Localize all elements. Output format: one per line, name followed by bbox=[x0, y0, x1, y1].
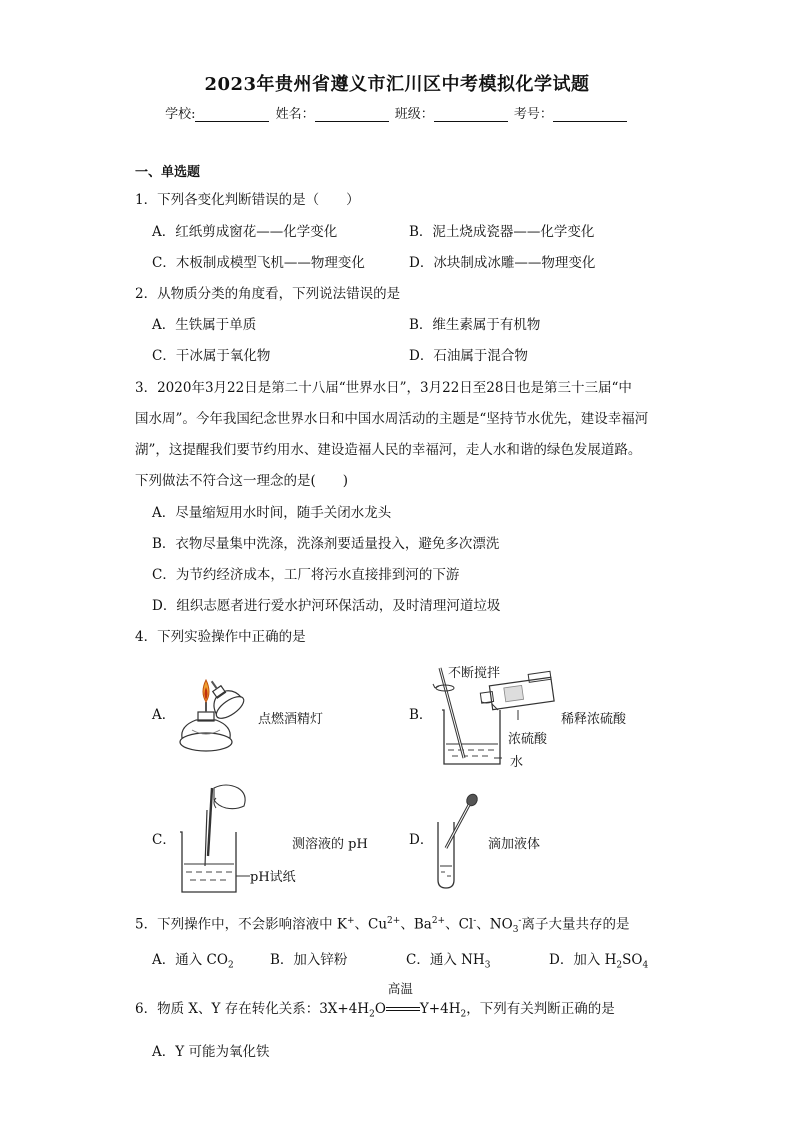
field-class-label: 班级： bbox=[394, 107, 434, 122]
q4-option-c-paper-label: pH试纸 bbox=[250, 870, 296, 885]
field-school-blank[interactable] bbox=[195, 107, 269, 122]
q5-option-c-text: C．通入 NH bbox=[406, 952, 485, 968]
q5-stem-pre: 5．下列操作中，不会影响溶液中 K bbox=[135, 916, 347, 933]
q5-option-a-text: A．通入 CO bbox=[152, 952, 228, 968]
q5-option-b: B．加入锌粉 bbox=[270, 952, 348, 968]
q4-option-c-letter: C． bbox=[152, 832, 176, 848]
q4-option-b-water-label: 水 bbox=[510, 755, 524, 770]
q4-stem: 4．下列实验操作中正确的是 bbox=[135, 629, 306, 645]
q2-option-d: D．石油属于混合物 bbox=[409, 348, 528, 364]
q5-option-d-text: D．加入 H bbox=[549, 952, 617, 968]
q4-option-a-label: 点燃酒精灯 bbox=[258, 712, 324, 727]
q2-option-c: C．干冰属于氧化物 bbox=[152, 348, 271, 364]
q3-line-2: 国水周”。今年我国纪念世界水日和中国水周活动的主题是“坚持节水优先，建设幸福河 bbox=[135, 411, 649, 427]
q4-option-d-letter: D． bbox=[409, 832, 434, 848]
field-name-blank[interactable] bbox=[315, 107, 389, 122]
field-class-blank[interactable] bbox=[434, 107, 508, 122]
q5-option-d: D．加入 $H_2SO_4$ bbox=[549, 952, 649, 971]
alcohol-lamp-lighting-illustration bbox=[172, 668, 258, 756]
q6-option-a: A．Y 可能为氧化铁 bbox=[152, 1044, 270, 1060]
dropper-test-tube-illustration bbox=[432, 792, 482, 892]
q4-option-b-stir-label: 不断搅拌 bbox=[448, 666, 501, 681]
q3-line-4: 下列做法不符合这一理念的是( ) bbox=[135, 473, 349, 489]
student-info-line bbox=[0, 103, 794, 122]
q1-option-d: D．冰块制成冰雕——物理变化 bbox=[409, 255, 596, 271]
q4-option-c-label: 测溶液的 pH bbox=[292, 837, 368, 852]
q4-option-d-label: 滴加液体 bbox=[488, 837, 541, 852]
q2-option-a: A．生铁属于单质 bbox=[152, 317, 257, 333]
q1-stem: 1．下列各变化判断错误的是（ ） bbox=[135, 192, 360, 208]
q3-line-1: 3．2020年3月22日是第二十八届“世界水日”，3月22日至28日也是第三十三届“中 bbox=[135, 380, 632, 396]
field-id-label: 考号： bbox=[513, 107, 553, 122]
q1-option-b: B．泥土烧成瓷器——化学变化 bbox=[409, 224, 595, 240]
q2-stem: 2．从物质分类的角度看，下列说法错误的是 bbox=[135, 286, 401, 302]
q6-reaction-arrow bbox=[386, 981, 420, 1013]
field-name-label: 姓名： bbox=[275, 107, 315, 122]
q4-option-b-letter: B． bbox=[409, 707, 433, 723]
q6-condition: 高温 bbox=[387, 981, 413, 996]
q1-option-c: C．木板制成模型飞机——物理变化 bbox=[152, 255, 365, 271]
q6-stem-pre: 6．物质 X、Y 存在转化关系：3X+4H bbox=[135, 1001, 370, 1017]
q6-stem: 6．物质 X、Y 存在转化关系：$3X+4H_2O$ 高温 $Y+4H_2$，下列有关判断正确的是 bbox=[135, 981, 615, 1020]
q3-option-a: A．尽量缩短用水时间，随手关闭水龙头 bbox=[152, 505, 392, 521]
q6-stem-tail: ，下列有关判断正确的是 bbox=[466, 1001, 615, 1017]
q5-option-a: A．通入 $CO_2$ bbox=[152, 952, 234, 971]
field-school-label: 学校: bbox=[165, 107, 196, 122]
q5-stem: 5．下列操作中，不会影响溶液中 K+、$Cu^{2+}$、$Ba^{2+}$、Cl-、$NO_3^-$离子大量共存的是 bbox=[135, 916, 630, 936]
q5-option-c: C．通入 $NH_3$ bbox=[406, 952, 491, 971]
q3-option-c: C．为节约经济成本，工厂将污水直接排到河的下游 bbox=[152, 567, 460, 583]
field-id-blank[interactable] bbox=[553, 107, 627, 122]
ph-test-illustration bbox=[178, 780, 258, 896]
q3-option-d: D．组织志愿者进行爱水护河环保活动，及时清理河道垃圾 bbox=[152, 598, 501, 614]
q5-stem-post: 离子大量共存的是 bbox=[521, 916, 630, 933]
q1-option-a: A．红纸剪成窗花——化学变化 bbox=[152, 224, 338, 240]
q4-option-b-dilute-label: 稀释浓硫酸 bbox=[561, 712, 627, 727]
q3-option-b: B．衣物尽量集中洗涤，洗涤剂要适量投入，避免多次漂洗 bbox=[152, 536, 500, 552]
q2-option-b: B．维生素属于有机物 bbox=[409, 317, 541, 333]
q4-option-b-acid-label: 浓硫酸 bbox=[508, 732, 548, 747]
q3-line-3: 湖”，这提醒我们要节约用水、建设造福人民的幸福河，走人水和谐的绿色发展道路。 bbox=[135, 442, 642, 458]
section-heading: 一、单选题 bbox=[135, 165, 201, 180]
q6-stem-post: Y+4H bbox=[419, 1001, 461, 1017]
q4-option-a-letter: A． bbox=[152, 707, 176, 723]
page-title: 2023年贵州省遵义市汇川区中考模拟化学试题 bbox=[204, 74, 590, 95]
